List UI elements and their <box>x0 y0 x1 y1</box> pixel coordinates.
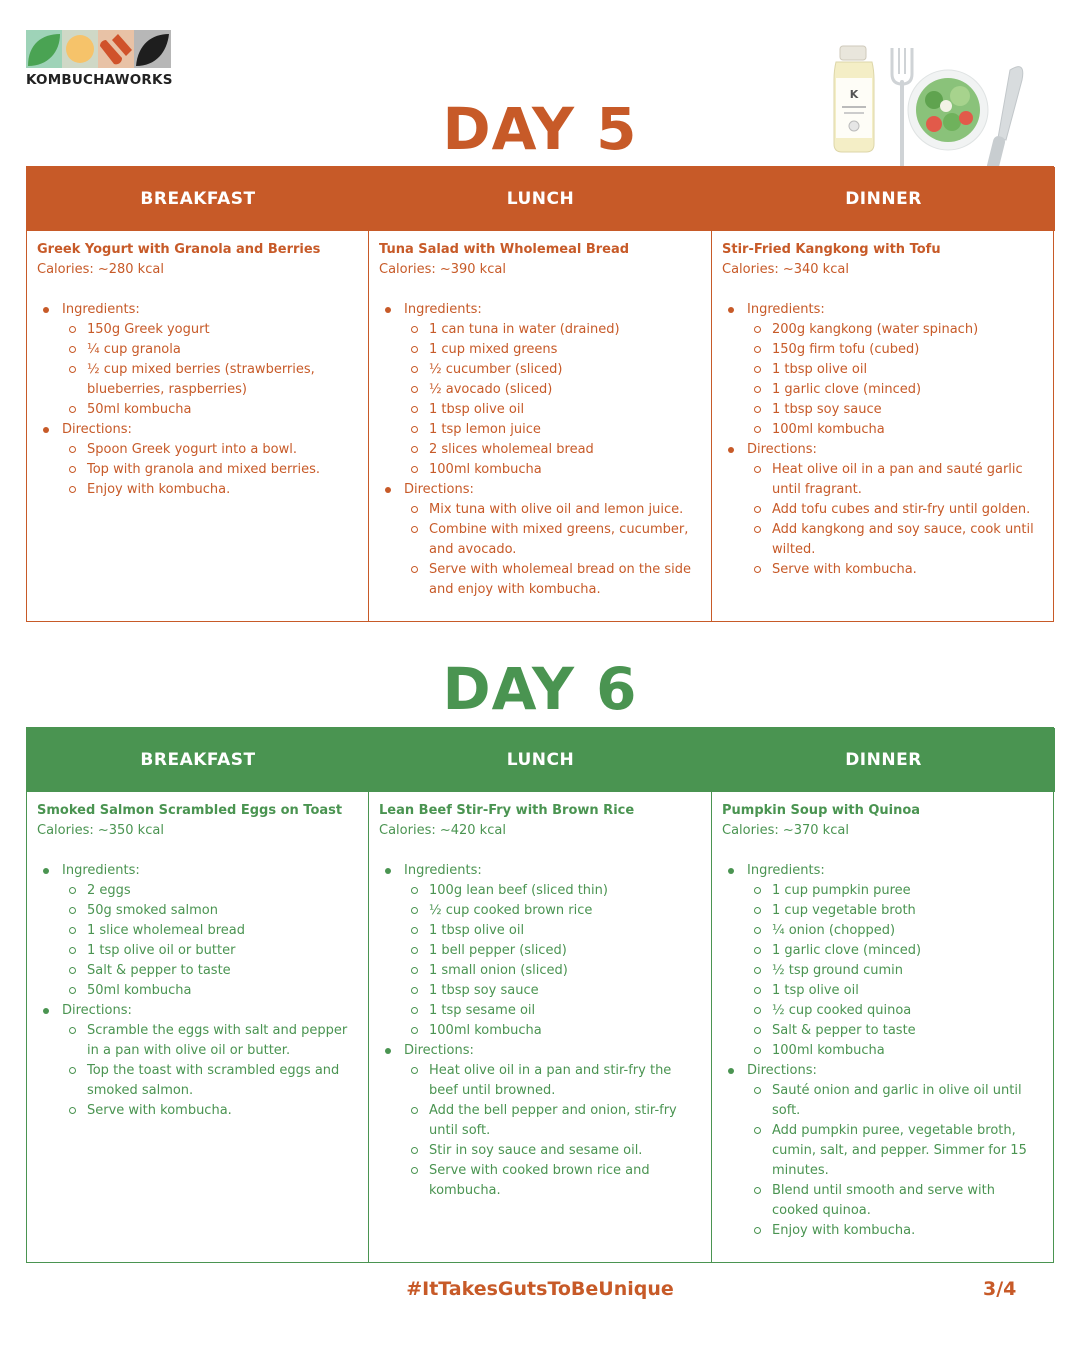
meal-calories: Calories: ~370 kcal <box>722 823 849 838</box>
footer-hashtag: #ItTakesGutsToBeUnique <box>406 1278 674 1300</box>
directions-label: Directions: <box>747 1063 817 1078</box>
directions-label: Directions: <box>404 1043 474 1058</box>
ingredient-item: 2 slices wholemeal bread <box>429 440 701 460</box>
direction-item: Add tofu cubes and stir-fry until golden. <box>772 500 1045 520</box>
brand-name: KOMBUCHAWORKS <box>26 72 173 88</box>
meal-calories: Calories: ~350 kcal <box>37 823 164 838</box>
day-5-dinner-cell <box>712 231 1055 621</box>
day-5-breakfast-cell <box>27 231 369 621</box>
ingredients-label: Ingredients: <box>404 863 482 878</box>
day-6-header-dinner: DINNER <box>712 728 1055 792</box>
day-5-header-dinner: DINNER <box>712 167 1055 231</box>
day-6-breakfast-cell <box>27 792 369 1262</box>
ingredients-label: Ingredients: <box>62 863 140 878</box>
ingredient-item: ½ cup mixed berries (strawberries, blueberries, raspberries) <box>87 360 358 400</box>
meal-name: Tuna Salad with Wholemeal Bread <box>379 242 630 257</box>
ingredients-label: Ingredients: <box>404 302 482 317</box>
ingredient-item: 150g firm tofu (cubed) <box>772 340 1045 360</box>
ingredient-item: 1 tbsp olive oil <box>772 360 1045 380</box>
direction-item: Enjoy with kombucha. <box>87 480 358 500</box>
meal-calories: Calories: ~420 kcal <box>379 823 506 838</box>
meal-calories: Calories: ~280 kcal <box>37 262 164 277</box>
meal-calories: Calories: ~390 kcal <box>379 262 506 277</box>
meal-name: Stir-Fried Kangkong with Tofu <box>722 242 941 257</box>
day-5-header-breakfast: BREAKFAST <box>27 167 369 231</box>
ingredient-item: 2 eggs <box>87 881 358 901</box>
ingredient-item: 1 cup vegetable broth <box>772 901 1045 921</box>
kombuchaworks-logo-icon <box>26 30 171 68</box>
ingredient-item: 1 tsp sesame oil <box>429 1001 701 1021</box>
direction-item: Spoon Greek yogurt into a bowl. <box>87 440 358 460</box>
direction-item: Add the bell pepper and onion, stir-fry until soft. <box>429 1101 701 1141</box>
ingredient-item: 200g kangkong (water spinach) <box>772 320 1045 340</box>
meal-name: Smoked Salmon Scrambled Eggs on Toast <box>37 803 343 818</box>
ingredient-item: 1 tbsp olive oil <box>429 400 701 420</box>
ingredient-item: 1 tbsp olive oil <box>429 921 701 941</box>
ingredient-item: 1 small onion (sliced) <box>429 961 701 981</box>
ingredient-item: 1 tbsp soy sauce <box>429 981 701 1001</box>
ingredient-item: ½ tsp ground cumin <box>772 961 1045 981</box>
meal-calories: Calories: ~340 kcal <box>722 262 849 277</box>
ingredient-item: 1 slice wholemeal bread <box>87 921 358 941</box>
ingredient-item: 50g smoked salmon <box>87 901 358 921</box>
ingredients-label: Ingredients: <box>747 302 825 317</box>
direction-item: Add pumpkin puree, vegetable broth, cumin, salt, and pepper. Simmer for 15 minutes. <box>772 1121 1045 1181</box>
ingredient-item: Salt & pepper to taste <box>87 961 358 981</box>
ingredient-item: 100ml kombucha <box>429 1021 701 1041</box>
ingredient-item: ½ cup cooked brown rice <box>429 901 701 921</box>
directions-label: Directions: <box>62 1003 132 1018</box>
day-6-lunch-cell <box>369 792 712 1262</box>
ingredient-item: 150g Greek yogurt <box>87 320 358 340</box>
direction-item: Top the toast with scrambled eggs and smoked salmon. <box>87 1061 358 1101</box>
day-6-title: DAY 6 <box>442 655 638 723</box>
direction-item: Top with granola and mixed berries. <box>87 460 358 480</box>
ingredient-item: 1 tbsp soy sauce <box>772 400 1045 420</box>
ingredient-item: 1 cup mixed greens <box>429 340 701 360</box>
day-5-lunch-cell <box>369 231 712 621</box>
direction-item: Mix tuna with olive oil and lemon juice. <box>429 500 701 520</box>
direction-item: Scramble the eggs with salt and pepper in a pan with olive oil or butter. <box>87 1021 358 1061</box>
directions-label: Directions: <box>404 482 474 497</box>
direction-item: Add kangkong and soy sauce, cook until wilted. <box>772 520 1045 560</box>
direction-item: Combine with mixed greens, cucumber, and avocado. <box>429 520 701 560</box>
ingredient-item: 1 can tuna in water (drained) <box>429 320 701 340</box>
direction-item: Heat olive oil in a pan and stir-fry the beef until browned. <box>429 1061 701 1101</box>
direction-item: Blend until smooth and serve with cooked quinoa. <box>772 1181 1045 1221</box>
ingredient-item: 1 tsp olive oil <box>772 981 1045 1001</box>
day-5-meal-plan <box>26 166 1054 622</box>
ingredient-item: ½ avocado (sliced) <box>429 380 701 400</box>
day-6-meal-plan <box>26 727 1054 1263</box>
ingredient-item: 50ml kombucha <box>87 400 358 420</box>
direction-item: Stir in soy sauce and sesame oil. <box>429 1141 701 1161</box>
ingredient-item: 100ml kombucha <box>429 460 701 480</box>
ingredient-item: 100ml kombucha <box>772 420 1045 440</box>
brand-logo <box>26 30 174 88</box>
ingredient-item: ¼ cup granola <box>87 340 358 360</box>
directions-label: Directions: <box>747 442 817 457</box>
meal-name: Lean Beef Stir-Fry with Brown Rice <box>379 803 635 818</box>
ingredient-item: 1 tsp olive oil or butter <box>87 941 358 961</box>
direction-item: Serve with cooked brown rice and kombucha. <box>429 1161 701 1201</box>
day-6-dinner-cell <box>712 792 1055 1262</box>
ingredient-item: ¼ onion (chopped) <box>772 921 1045 941</box>
page-number: 3/4 <box>983 1278 1017 1300</box>
day-5-title: DAY 5 <box>442 95 638 163</box>
ingredient-item: 100g lean beef (sliced thin) <box>429 881 701 901</box>
ingredient-item: ½ cup cooked quinoa <box>772 1001 1045 1021</box>
ingredient-item: ½ cucumber (sliced) <box>429 360 701 380</box>
direction-item: Heat olive oil in a pan and sauté garlic until fragrant. <box>772 460 1045 500</box>
meal-name: Pumpkin Soup with Quinoa <box>722 803 921 818</box>
day-6-header-lunch: LUNCH <box>369 728 712 792</box>
direction-item: Serve with kombucha. <box>772 560 1045 580</box>
direction-item: Sauté onion and garlic in olive oil until soft. <box>772 1081 1045 1121</box>
direction-item: Enjoy with kombucha. <box>772 1221 1045 1241</box>
ingredient-item: 1 garlic clove (minced) <box>772 380 1045 400</box>
ingredient-item: 1 tsp lemon juice <box>429 420 701 440</box>
ingredient-item: Salt & pepper to taste <box>772 1021 1045 1041</box>
day-6-header-breakfast: BREAKFAST <box>27 728 369 792</box>
ingredients-label: Ingredients: <box>747 863 825 878</box>
ingredient-item: 1 bell pepper (sliced) <box>429 941 701 961</box>
svg-text:K: K <box>849 88 859 101</box>
ingredient-item: 1 garlic clove (minced) <box>772 941 1045 961</box>
direction-item: Serve with kombucha. <box>87 1101 358 1121</box>
ingredient-item: 100ml kombucha <box>772 1041 1045 1061</box>
ingredient-item: 50ml kombucha <box>87 981 358 1001</box>
day-5-header-lunch: LUNCH <box>369 167 712 231</box>
ingredient-item: 1 cup pumpkin puree <box>772 881 1045 901</box>
direction-item: Serve with wholemeal bread on the side and enjoy with kombucha. <box>429 560 701 600</box>
directions-label: Directions: <box>62 422 132 437</box>
meal-name: Greek Yogurt with Granola and Berries <box>37 242 321 257</box>
ingredients-label: Ingredients: <box>62 302 140 317</box>
